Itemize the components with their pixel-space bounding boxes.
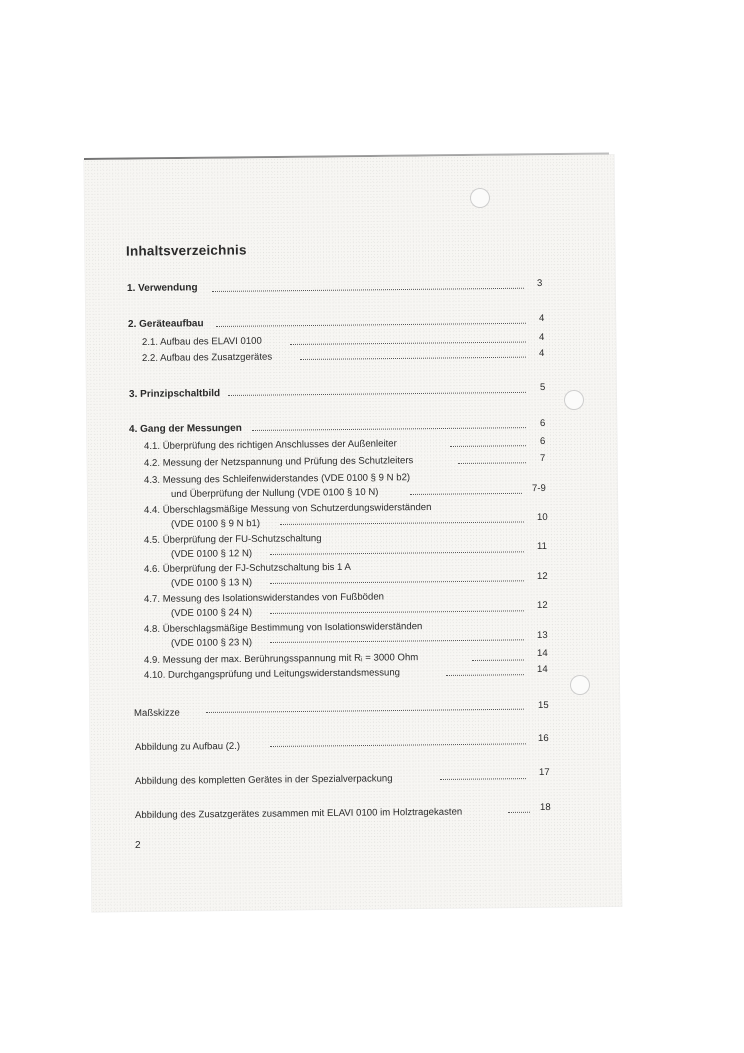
toc-entry-4-6: 4.6. Überprüfung der FJ-Schutzschaltung bis 1 A [143,561,351,575]
toc-entry-2-2: 2.2. Aufbau des Zusatzgerätes [141,351,273,364]
toc-page-4-10: 14 [536,663,548,676]
toc-entry-4-2: 4.2. Messung der Netzspannung und Prüfung des Schutzleiters [143,455,414,469]
toc-page-masskizze: 15 [537,699,549,712]
toc-entry-3: 3. Prinzipschaltbild [128,388,221,400]
toc-entry-4-8-cont: (VDE 0100 § 23 N) [170,637,253,649]
toc-entry-2-1: 2.1. Aufbau des ELAVI 0100 [141,335,262,348]
toc-entry-4-4-cont: (VDE 0100 § 9 N b1) [170,518,261,530]
toc-page-abb-aufbau: 16 [537,732,549,745]
toc-entry-4-4: 4.4. Überschlagsmäßige Messung von Schutzerdungswiderständen [143,501,432,516]
punch-hole-top [470,188,490,208]
toc-page-4-6: 12 [536,570,548,583]
toc-entry-4-1: 4.1. Überprüfung des richtigen Anschlusses der Außenleiter [143,438,397,452]
toc-entry-4: 4. Gang der Messungen [128,422,242,435]
toc-page-4-9: 14 [536,647,548,660]
toc-page-4: 6 [539,417,546,430]
toc-entry-4-3-cont: und Überprüfung der Nullung (VDE 0100 § 10 N) [170,486,379,500]
toc-page-1: 3 [536,277,543,290]
toc-entry-4-8: 4.8. Überschlagsmäßige Bestimmung von Isolationswiderständen [143,621,423,635]
toc-entry-2: 2. Geräteaufbau [127,318,204,330]
punch-hole-middle [564,390,584,410]
page-number: 2 [135,840,141,851]
toc-page-2-1: 4 [538,331,545,344]
toc-page-4-1: 6 [539,435,546,448]
toc-page-4-2: 7 [539,452,546,465]
toc-entry-abb-zusatz: Abbildung des Zusatzgerätes zusammen mit ELAVI 0100 im Holztragekasten [134,806,463,821]
toc-entry-4-10: 4.10. Durchgangsprüfung und Leitungswiderstandsmessung [143,667,401,681]
toc-entry-abb-geraet: Abbildung des kompletten Gerätes in der Spezialverpackung [134,773,393,787]
toc-page-abb-zusatz: 18 [539,801,551,814]
toc-entry-4-9: 4.9. Messung der max. Berührungsspannung mit Rᵢ = 3000 Ohm [143,652,419,666]
punch-hole-bottom [570,675,590,695]
toc-page-3: 5 [539,381,546,394]
toc-heading: Inhaltsverzeichnis [125,242,247,259]
toc-page-2-2: 4 [538,347,545,360]
toc-page-abb-geraet: 17 [538,766,550,779]
toc-entry-1: 1. Verwendung [126,282,198,294]
toc-page-2: 4 [538,312,545,325]
toc-entry-4-7-cont: (VDE 0100 § 24 N) [170,607,253,619]
toc-page-4-3: 7-9 [531,482,546,495]
toc-entry-4-5: 4.5. Überprüfung der FU-Schutzschaltung [143,533,322,546]
document-sheet [84,154,622,912]
toc-page-4-8: 13 [536,629,548,642]
toc-entry-4-6-cont: (VDE 0100 § 13 N) [170,577,253,589]
toc-entry-4-3: 4.3. Messung des Schleifenwiderstandes (VDE 0100 § 9 N b2) [143,472,411,486]
toc-page-4-7: 12 [536,599,548,612]
toc-page-4-5: 11 [536,540,548,553]
toc-entry-4-5-cont: (VDE 0100 § 12 N) [170,548,253,560]
toc-entry-masskizze: Maßskizze [133,707,180,719]
toc-entry-4-7: 4.7. Messung des Isolationswiderstandes von Fußböden [143,591,385,605]
toc-page-4-4: 10 [536,511,548,524]
toc-entry-abb-aufbau: Abbildung zu Aufbau (2.) [134,740,241,753]
